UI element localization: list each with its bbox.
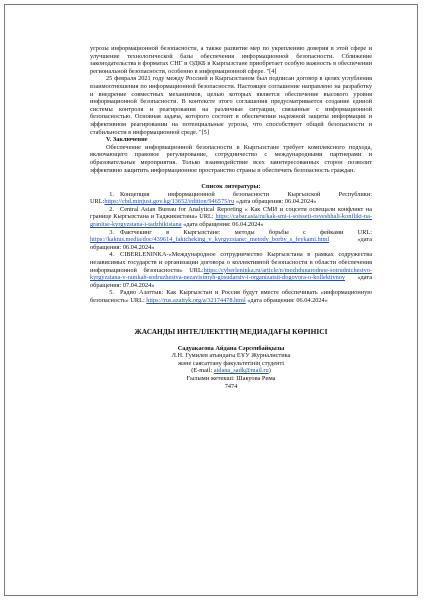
author-faculty: және саясаттану факультетінің студенті [177, 359, 285, 367]
paragraph-2: 25 февраля 2021 году между Россией и Кыргызстаном был подписан договор в целях углубления взаимоотношения по информационной безопасности. Настоящее соглашение направлено на разработку и внедрение совместных механизмов, целью которых является обеспечение высокого уровня информационной безопасности. В контексте этого соглашения предусматривается создание единой системы контроля и реагирования на различные ситуации, связанные с информационной безопасностью. Основная задача, которого состоит в обеспечении надежной защиты информации и эффективном реагировании на потенциальные угрозы, что способствует общей безопасности и стабильности в информационной среде. "[5] [90, 75, 372, 136]
reference-link[interactable]: https://kaktus.media/doc/439614_faktcheking_v_kyrgyzstane:_metody_borby_s_feykami.html [90, 236, 330, 244]
author-affiliation: Л.Н. Гумилев атындағы ЕҰУ Журналистика [171, 352, 291, 360]
author-email: (E-mail: aidana_sadk@mail.ru) [191, 367, 271, 375]
reference-link[interactable]: https://cbd.minjust.gov.kg/13652/edition/946575/ru [104, 198, 235, 206]
document-page [4, 4, 418, 596]
reference-item: 5. Радио Азаттык: Как Кыргызстан и Россия будут вместе обеспечивать «информационную безопасность» URL: https://rus.azattyk.org/a/32174478.html «дата обращения: 06.04.2024» [90, 289, 372, 304]
article-title: ЖАСАНДЫ ИНТЕЛЛЕКТТІҢ МЕДИАДАҒЫ КӨРІНІСІ [134, 326, 328, 336]
paragraph-3: Обеспечение информационной безопасности в Кыргызстане требует комплексного подхода, включающего правовое регулирование, сотрудничество с международными партнерами и образовательные мероприятия. Только взаимодействие всех заинтересованных сторон позволит эффективно защитить информационное пространство страны и обеспечить безопасность граждан. [90, 143, 372, 174]
reference-item: 3. Фактчекинг в Кыргызстане: методы борьбы с фейками URL: https://kaktus.media/doc/439614_faktcheking_v_kyrgyzstane:_metody_borby_s_feykami.html «дата обращения: 06.04.2024» [90, 228, 372, 251]
email-link[interactable]: aidana_sadk@mail.ru [213, 367, 269, 375]
reference-item: 1. Концепция информационной безопасности Кыргызской Республики: URL:https://cbd.minjust.gov.kg/13652/edition/946575/ru «дата обращения: 06.04.2024» [90, 190, 372, 206]
paragraph-1: угрозы информационной безопасности, а также развитие мер по укреплению доверия в этой сфере и улучшение технологической базы обеспечения информационной безопасности. Сближение законодательства в форматах СНГ и ОДКБ в Кыргызстане приобретает особую важность в обеспечении региональной безопасности, особенно в информационной сфере. "[4] [90, 45, 372, 75]
page-number: 7474 [224, 382, 238, 390]
reference-link[interactable]: https://cabar.asia/ru/kak-smi-i-sotsseti-osveshhali-konflikt-na-granitse-kyrgyzstana-i-tadzhikistana [90, 213, 372, 229]
supervisor: Ғылыми жетекші: Шакуова Рима [186, 374, 276, 382]
reference-item: 4. CIBERLENINKA-«Международное сотрудничество Кыргызстана в рамках содружества независимых государств и организации договора о коллективной безопасности в области обеспечения информационной безопасности» URL:https://cyberleninka.ru/article/n/mezhdunarodnoe-sotrudnichestvo-kyrgyzstana-v-ramkah-sodruzhestva-nezavisimyh-gosudarstv-i-organizatsii-dogovora-o-kollektivnoy «дата обращения: 07.04.2024» [90, 251, 372, 289]
author-name: Садуакасова Айдана Сәрсенбайқызы [177, 344, 285, 352]
reference-link[interactable]: https://cyberleninka.ru/article/n/mezhdunarodnoe-sotrudnichestvo-kyrgyzstana-v-ramkah-sodruzhestva-nezavisimyh-gosudarstv-i-organizatsii-dogovora-o-kollektivnoy [90, 266, 372, 282]
section-title: V. Заключение [106, 136, 148, 144]
reference-item: 2. Central Asian Bureau for Analytical Reporting « Как СМИ и соцсети освещали конфликт на границе Кыргызстана и Таджикистана» URL: https://cabar.asia/ru/kak-smi-i-sotsseti-osveshhali-konflikt-na-granitse-kyrgyzstana-i-tadzhikistana «дата обращения: 06.04.2024» [90, 205, 372, 229]
references-title: Список литературы: [201, 183, 261, 191]
references-list [90, 191, 372, 305]
reference-link[interactable]: https://rus.azattyk.org/a/32174478.html [146, 297, 246, 304]
page-content [90, 45, 372, 390]
